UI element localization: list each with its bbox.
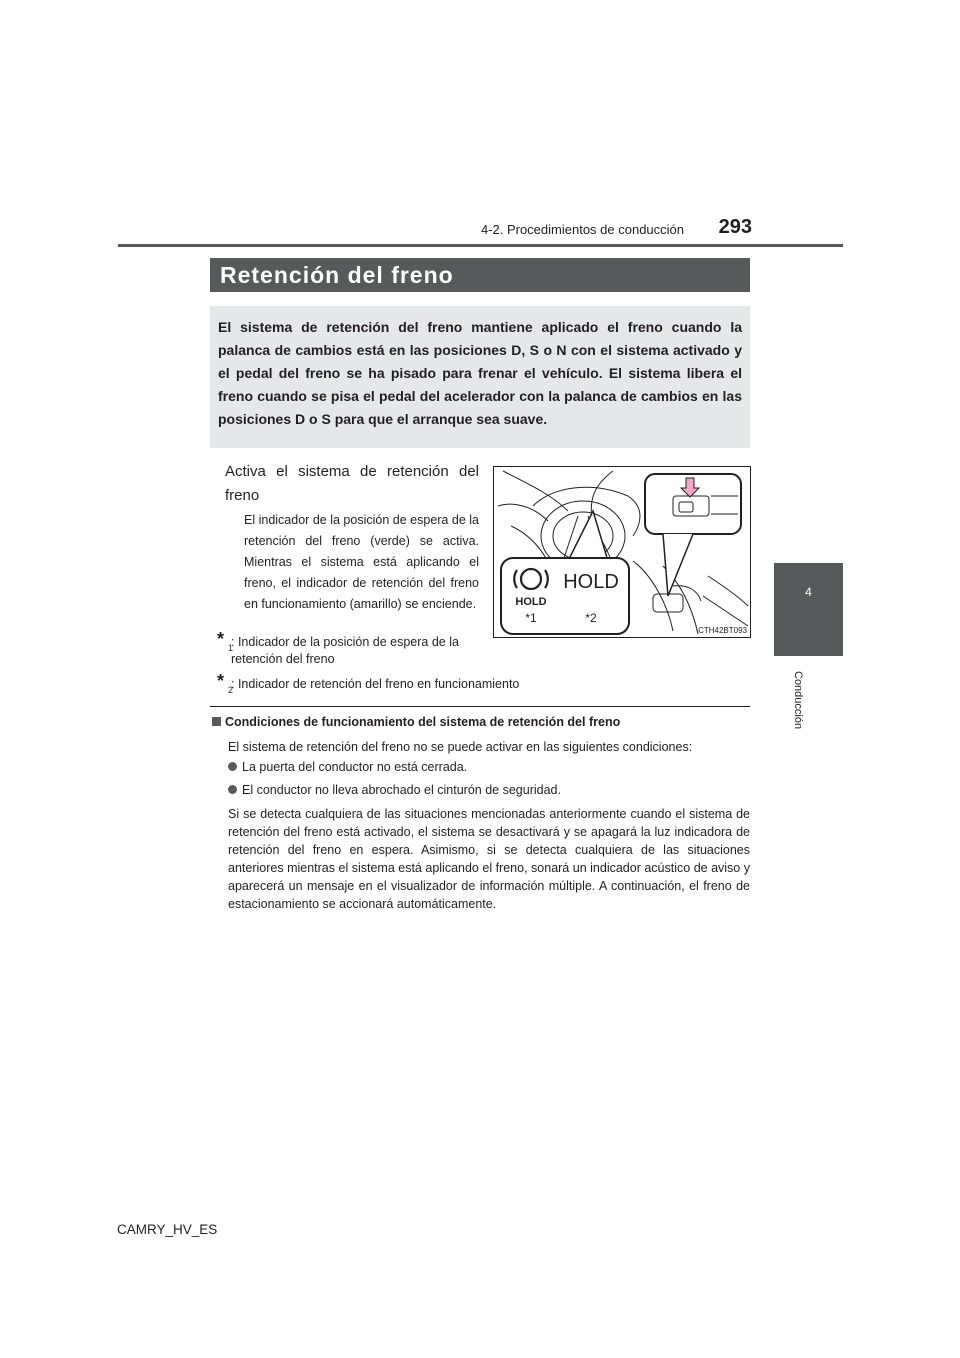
chapter-tab-label: Conducción	[792, 671, 804, 730]
footnote-2	[217, 671, 751, 695]
section-title: Retención del freno	[210, 258, 750, 292]
intro-box	[210, 306, 750, 448]
footnote-marker: *	[217, 629, 225, 649]
bullet-icon	[228, 762, 237, 771]
condition-text: El conductor no lleva abrochado el cinturón de seguridad.	[242, 783, 561, 797]
marker-1: *1	[525, 611, 537, 625]
activation-description: El indicador de la posición de espera de la retención del freno (verde) se activa. Mientras el sistema está aplicando el freno, el indicador de retención del freno en funcionamiento (amarillo) se enciende.	[244, 513, 479, 611]
footnote-number: 1	[228, 643, 234, 653]
conditions-title-text: Condiciones de funcionamiento del sistema de retención del freno	[225, 715, 621, 729]
footnote-marker: *	[217, 671, 225, 691]
page-number: 293	[718, 216, 752, 238]
hold-switch-illustration	[493, 466, 751, 638]
section-header: 4-2. Procedimientos de conducción	[480, 222, 684, 237]
condition-bullet	[228, 760, 467, 774]
conditions-intro: El sistema de retención del freno no se puede activar en las siguientes condiciones:	[228, 740, 693, 754]
intro-text: El sistema de retención del freno mantiene aplicado el freno cuando la palanca de cambios está en las posiciones D, S o N con el sistema activado y el pedal del freno se ha pisado para frenar el vehículo. El sistema libera el freno cuando se pisa el pedal del acelerador con la palanca de cambios en las posiciones D o S para que el arranque sea suave.	[218, 319, 742, 427]
bullet-icon	[228, 785, 237, 794]
footnote-text: : Indicador de retención del freno en funcionamiento	[231, 677, 520, 691]
footnote-text: : Indicador de la posición de espera de la retención del freno	[231, 635, 459, 666]
header-rule	[118, 244, 843, 247]
chapter-tab	[774, 656, 843, 746]
condition-text: La puerta del conductor no está cerrada.	[242, 760, 468, 774]
footnote-1	[217, 629, 479, 668]
footnote-number: 2	[228, 685, 234, 695]
activation-lead: Activa el sistema de retención del freno	[225, 463, 479, 504]
square-bullet-icon	[212, 717, 221, 726]
conditions-body: Si se detecta cualquiera de las situaciones mencionadas anteriormente cuando el sistema de retención del freno está activado, el sistema se desactivará y se apagará la luz indicadora de retención del freno en espera. Asimismo, si se detecta cualquiera de las situaciones anteriores mientras el sistema está aplicando el freno, sonará un indicador acústico de aviso y aparecerá un mensaje en el visualizador de información múltiple. A continuación, el freno de estacionamiento se accionará automáticamente.	[228, 807, 750, 911]
hold-indicator-text: HOLD	[563, 571, 619, 593]
conditions-title	[212, 715, 620, 729]
marker-2: *2	[585, 611, 597, 625]
document-code: CAMRY_HV_ES	[117, 1222, 218, 1237]
chapter-tab-number: 4	[774, 563, 843, 656]
figure-code: CTH42BT093	[698, 626, 747, 635]
condition-bullet	[228, 783, 561, 797]
hold-icon-label: HOLD	[515, 596, 547, 608]
section-rule	[210, 706, 750, 707]
